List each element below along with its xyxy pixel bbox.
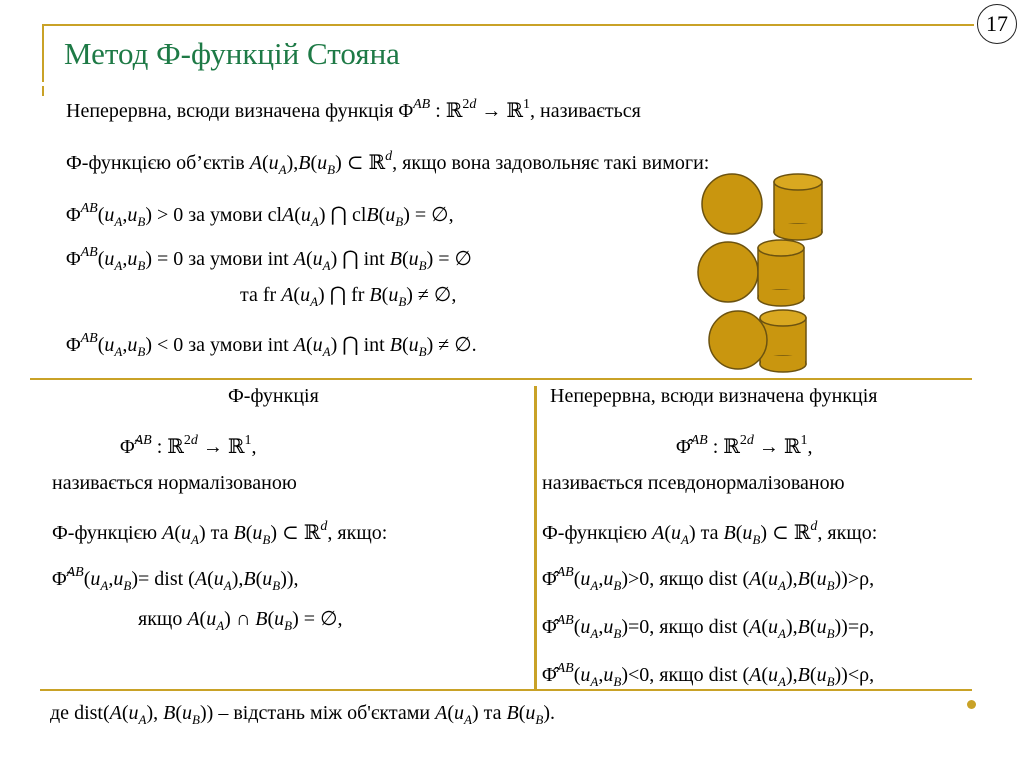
left-eq-text: = dist [137, 568, 184, 590]
condition-zero-text: за умови [188, 248, 263, 270]
condition-negative-set: ≠ ∅. [438, 334, 477, 356]
left-phi-suffix: , якщо: [327, 522, 388, 544]
condition-positive-set: = ∅, [414, 204, 454, 226]
title-small-tick [42, 86, 44, 96]
right-case-zero-rel: =ρ, [847, 616, 875, 638]
right-phi-suffix: , якщо: [817, 522, 878, 544]
right-phi-line: Ф-функцією $A(u_A)$ та $B(u_B)$ ⊂ ℝ$^d$, якщо: [542, 519, 878, 547]
intro-line-1: Неперервна, всюди визначена функція $\Phi^{AB}$ : ℝ$^{2d}$ → ℝ$^1$, називається [66, 97, 641, 122]
intro-line-2: Ф-функцією об’єктів $A(u_A),B(u_B)$ ⊂ ℝ$^d$, якщо вона задовольняє такі вимоги: [66, 149, 710, 177]
title-left-bar [42, 24, 44, 82]
left-named: називається нормалізованою [52, 472, 297, 494]
right-heading: Неперервна, всюди визначена функція [550, 385, 878, 407]
footer-prefix: де [50, 702, 70, 724]
footer-and: та [483, 702, 502, 724]
condition-positive-rel: > 0 [156, 204, 184, 226]
condition-negative: $\Phi^{AB}(u_A,u_B) < 0$ за умови int $A(u_A)$ ⋂ int $B(u_B)$ ≠ ∅. [66, 331, 477, 359]
cylinder-b-touching [758, 240, 804, 306]
intro-line-1-text: Неперервна, всюди визначена функція [66, 100, 394, 122]
condition-negative-op: int [267, 334, 289, 356]
condition-negative-text: за умови [188, 334, 263, 356]
page-title: Метод Ф-функцій Стояна [64, 36, 400, 71]
footer-note: де $dist(A(u_A)$, $B(u_B)$) – відстань між об'єктами $A(u_A)$ та $B(u_B)$. [50, 702, 556, 727]
right-case-positive: $\Phî^{AB}(u_A,u_B)>0$, якщо dist $(A(u_A),B(u_B))>\rho$, [542, 565, 875, 593]
right-case-positive-text: >0, якщо dist [627, 568, 738, 590]
left-condition: якщо $A(u_A)$ ∩ $B(u_B)$ = ∅, [138, 608, 343, 633]
condition-zero-extra-text: та fr [240, 284, 277, 306]
left-signature: Φ̃$^{AB}$ : ℝ$^{2d}$ → ℝ$^1$, [120, 433, 257, 458]
intro-line-2-prefix: Ф-функцією об’єктів [66, 152, 245, 174]
column-divider [534, 386, 537, 690]
right-named: називається псевдонормалізованою [542, 472, 845, 494]
circle-a-separated [702, 174, 762, 234]
left-phi-line: Ф-функцією $A(u_A)$ та $B(u_B)$ ⊂ ℝ$^d$, якщо: [52, 519, 388, 547]
slide-number: 17 [977, 4, 1017, 44]
condition-zero: $\Phi^{AB}(u_A,u_B) = 0$ за умови int $A(u_A)$ ⋂ int $B(u_B)$ = ∅ [66, 245, 472, 273]
cylinder-b-separated [774, 174, 822, 240]
condition-positive: $\Phi^{AB}(u_A,u_B) > 0$ за умови $clA(u_A)$ ⋂ $clB(u_B)$ = ∅, [66, 201, 454, 229]
objects-illustration [690, 168, 840, 378]
right-case-positive-rel: >ρ, [847, 568, 875, 590]
condition-positive-text: за умови [188, 204, 263, 226]
right-phi-text: Ф-функцією [542, 522, 648, 544]
right-case-negative-text: <0, якщо dist [627, 664, 738, 686]
condition-negative-rel: < 0 [156, 334, 184, 356]
right-case-negative-rel: <ρ, [847, 664, 875, 686]
intro-line-1-suffix: , називається [530, 100, 641, 122]
condition-zero-rel: = 0 [156, 248, 184, 270]
condition-zero-extra: та fr $A(u_A)$ ⋂ fr $B(u_B)$ ≠ ∅, [240, 284, 457, 309]
title-top-rule [44, 24, 974, 26]
intro-line-2-suffix: , якщо вона задовольняє такі вимоги: [392, 152, 710, 174]
section-divider [30, 378, 972, 380]
left-equation: $\Phĩ^{AB}(u_A,u_B)=$ dist $(A(u_A),B(u_B))$, [52, 565, 299, 593]
left-cond-text: якщо [138, 608, 183, 630]
right-case-negative: $\Phî^{AB}(u_A,u_B)<0$, якщо dist $(A(u_A),B(u_B))<\rho$, [542, 661, 875, 689]
right-signature: Φ̂$^{AB}$ : ℝ$^{2d}$ → ℝ$^1$, [676, 433, 813, 458]
condition-zero-set: = ∅ [438, 248, 472, 270]
condition-positive-op: cl [267, 204, 283, 226]
left-heading: Ф-функція [228, 385, 319, 407]
left-phi-text: Ф-функцією [52, 522, 158, 544]
right-case-zero: $\Phî^{AB}(u_A,u_B)=0$, якщо dist $(A(u_A),B(u_B))=\rho$, [542, 613, 875, 641]
circle-a-overlapping [709, 311, 767, 369]
corner-dot [967, 700, 976, 709]
footer-middle: – відстань між об'єктами [218, 702, 431, 724]
condition-zero-op: int [267, 248, 289, 270]
circle-a-touching [698, 242, 758, 302]
right-case-zero-text: =0, якщо dist [627, 616, 738, 638]
